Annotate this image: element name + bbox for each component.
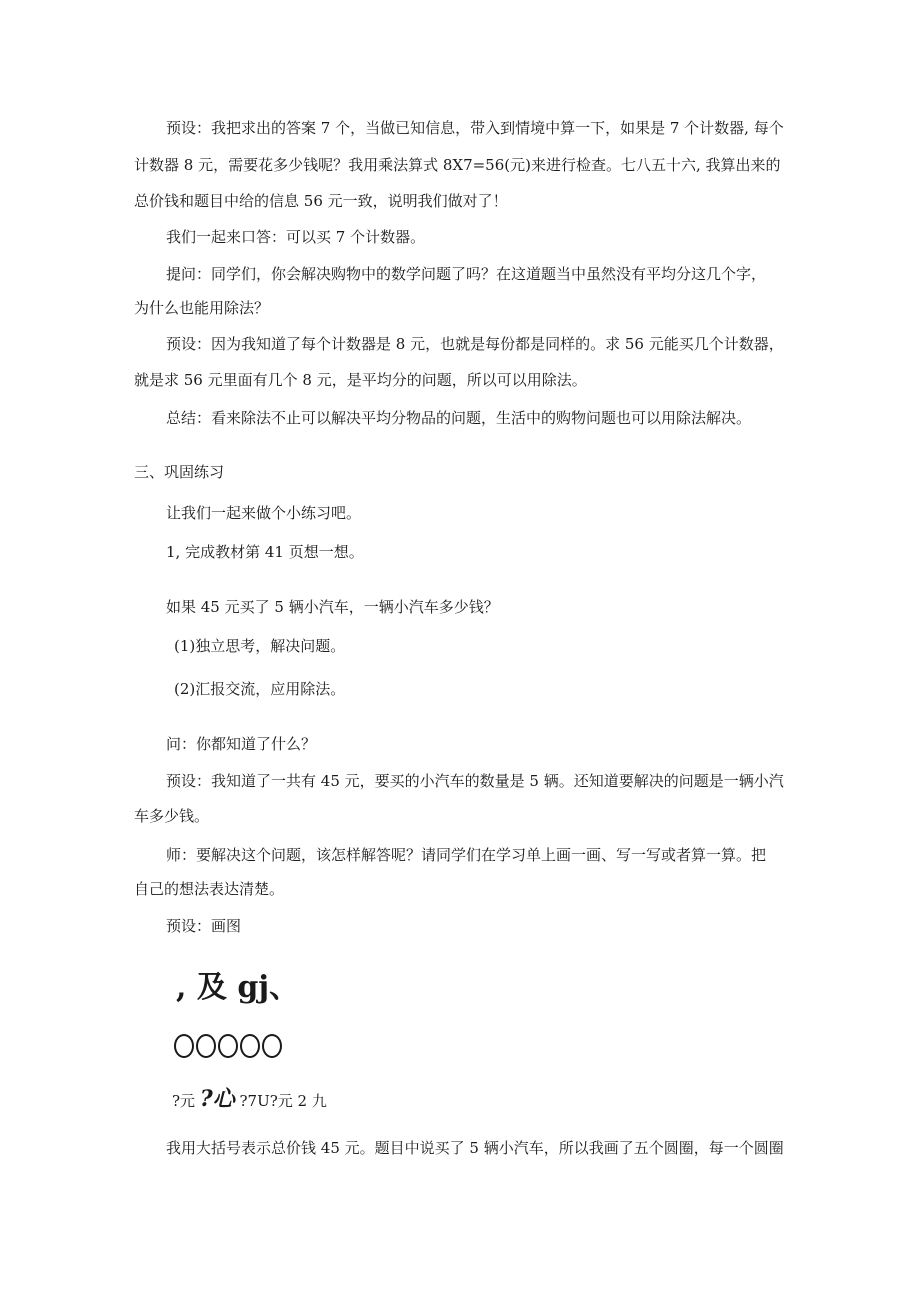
paragraph-line: 就是求 56 元里面有几个 8 元，是平均分的问题，所以可以用除法。: [134, 371, 587, 389]
step-line: (1)独立思考，解决问题。: [174, 637, 346, 655]
paragraph-line: 为什么也能用除法？: [134, 299, 270, 317]
circle-group: [174, 1034, 282, 1058]
paragraph-line: 预设：我知道了一共有 45 元，要买的小汽车的数量是 5 辆。还知道要解决的问题是一辆小汽: [166, 772, 784, 790]
paragraph-line: 我用大括号表示总价钱 45 元。题目中说买了 5 辆小汽车，所以我画了五个圆圈，每一个圆圈: [166, 1139, 784, 1157]
circle-icon: [174, 1034, 194, 1058]
paragraph-line: 车多少钱。: [134, 807, 210, 825]
circle-icon: [240, 1034, 260, 1058]
paragraph-line: 总价钱和题目中给的信息 56 元一致，说明我们做对了！: [134, 192, 508, 210]
question-line: 如果 45 元买了 5 辆小汽车，一辆小汽车多少钱？: [166, 598, 499, 616]
drawing-label: ?心: [199, 1086, 235, 1112]
step-line: (2)汇报交流，应用除法。: [174, 680, 346, 698]
circle-icon: [196, 1034, 216, 1058]
paragraph-line: 我们一起来口答：可以买 7 个计数器。: [166, 228, 426, 246]
paragraph-line: 计数器 8 元，需要花多少钱呢？我用乘法算式 8X7=56(元)来进行检查。七八五十六, 我算出来的: [134, 156, 781, 174]
section-heading: 三、巩固练习: [134, 463, 225, 481]
drawing-label: ?7U?元 2 九: [239, 1092, 327, 1110]
paragraph-line: 总结：看来除法不止可以解决平均分物品的问题，生活中的购物问题也可以用除法解决。: [166, 409, 752, 427]
paragraph-line: 师：要解决这个问题，该怎样解答呢？请同学们在学习单上画一画、写一写或者算一算。把: [166, 846, 767, 864]
drawing-label: ?元: [172, 1092, 196, 1110]
paragraph-line: 预设：因为我知道了每个计数器是 8 元，也就是每份都是同样的。求 56 元能买几个计数器，: [166, 335, 784, 353]
paragraph-line: 预设：我把求出的答案 7 个，当做已知信息，带入到情境中算一下，如果是 7 个计数器, 每个: [166, 119, 784, 137]
paragraph-line: 自己的想法表达清楚。: [134, 880, 285, 898]
drawing-brace-text: , 及 gj、: [176, 970, 300, 1005]
paragraph-line: 1, 完成教材第 41 页想一想。: [166, 543, 364, 561]
paragraph-line: 问：你都知道了什么？: [166, 735, 317, 753]
paragraph-line: 预设：画图: [166, 917, 242, 935]
circle-icon: [262, 1034, 282, 1058]
paragraph-line: 提问：同学们，你会解决购物中的数学问题了吗？在这道题当中虽然没有平均分这几个字，: [166, 265, 767, 283]
circle-icon: [218, 1034, 238, 1058]
paragraph-line: 让我们一起来做个小练习吧。: [166, 504, 362, 522]
drawing-labels: [172, 1082, 327, 1113]
